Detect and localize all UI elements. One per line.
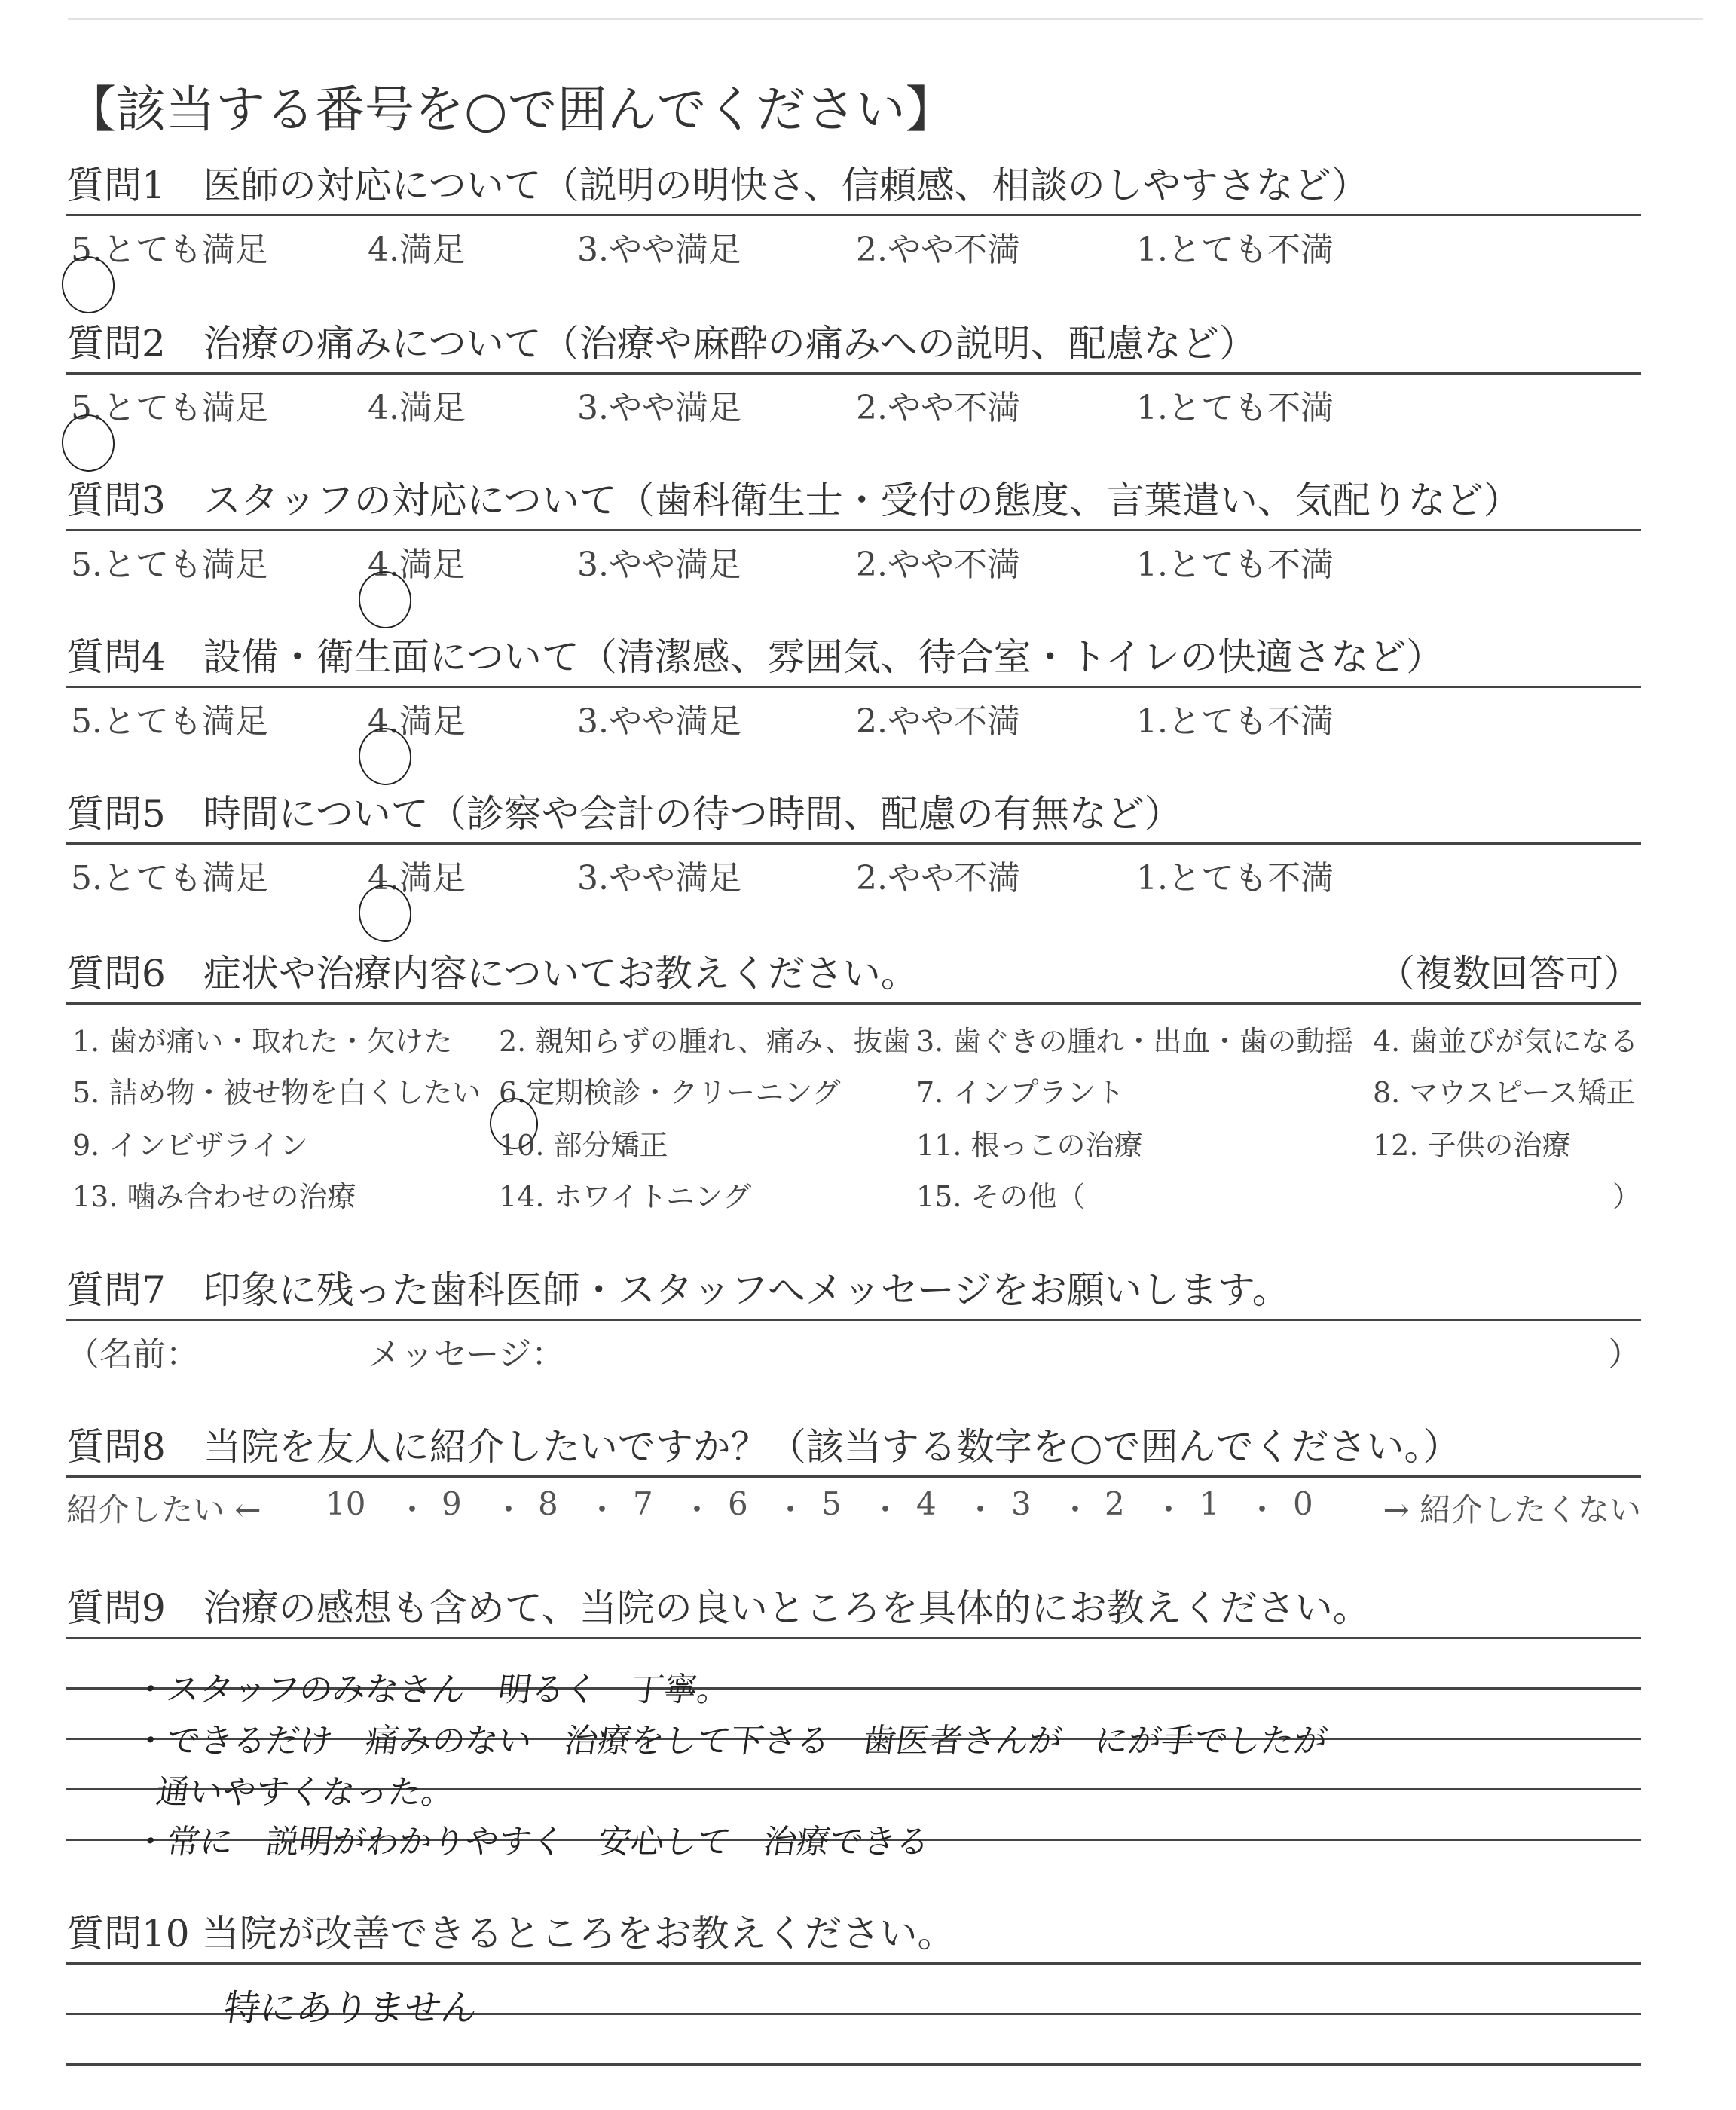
- question-9: [66, 1581, 1641, 1861]
- question-10: [66, 1907, 1641, 2066]
- handwritten-answer: 特にありません: [221, 1987, 481, 2029]
- question-2: [66, 316, 1641, 427]
- question-3-title: 質問3 スタッフの対応について（歯科衛生士・受付の態度、言葉遣い、気配りなど）: [66, 479, 1521, 522]
- question-1-options: [66, 216, 1641, 269]
- multiple-answers-note: （複数回答可）: [1377, 952, 1641, 995]
- option-5[interactable]: 5.とても満足: [71, 702, 268, 741]
- scale-dot: ・: [964, 1491, 997, 1528]
- scale-dot: ・: [1246, 1491, 1279, 1528]
- symptom-option[interactable]: 12. 子供の治療: [1373, 1129, 1571, 1162]
- question-8: [66, 1420, 1641, 1531]
- question-1: [66, 158, 1641, 269]
- option-5[interactable]: 5.とても満足: [71, 859, 268, 898]
- symptom-option-selected[interactable]: 6.定期検診・クリーニング: [499, 1069, 841, 1111]
- symptom-option[interactable]: 7. インプラント: [916, 1076, 1125, 1109]
- scale-value[interactable]: 3: [1011, 1485, 1032, 1522]
- question-6: [66, 946, 1641, 1223]
- survey-heading: 【該当する番号を○で囲んでください】: [66, 81, 955, 139]
- scale-dot: ・: [586, 1491, 619, 1528]
- option-5[interactable]: 5.とても満足: [71, 381, 268, 429]
- option-1[interactable]: 1.とても不満: [1136, 546, 1334, 584]
- recommend-scale: [66, 1478, 1641, 1531]
- scale-right-label: → 紹介したくない: [1383, 1491, 1641, 1528]
- symptom-option[interactable]: 10. 部分矯正: [499, 1129, 668, 1162]
- scale-dot: ・: [1059, 1491, 1092, 1528]
- symptom-option[interactable]: 8. マウスピース矯正: [1373, 1076, 1635, 1109]
- scale-left-label: 紹介したい ←: [66, 1491, 261, 1528]
- question-4: [66, 630, 1641, 741]
- other-close-paren: ）: [1612, 1180, 1641, 1213]
- scale-value[interactable]: 0: [1293, 1485, 1313, 1522]
- option-4[interactable]: 4.満足: [368, 537, 466, 586]
- option-5[interactable]: 5.とても満足: [71, 222, 268, 271]
- scale-value[interactable]: 5: [821, 1485, 842, 1522]
- question-4-options: [66, 688, 1641, 741]
- question-5-options: [66, 845, 1641, 898]
- scale-value[interactable]: 1: [1200, 1485, 1220, 1522]
- scale-dot: ・: [396, 1491, 429, 1528]
- handwritten-answer: ・できるだけ 痛みのない 治療をして下さる 歯医者さんが にが手でしたが: [130, 1722, 1330, 1760]
- scale-value[interactable]: 2: [1105, 1485, 1125, 1522]
- question-1-title: 質問1 医師の対応について（説明の明快さ、信頼感、相談のしやすさなど）: [66, 164, 1369, 207]
- scale-dot: ・: [775, 1491, 807, 1528]
- scale-dot: ・: [870, 1491, 902, 1528]
- question-7: [66, 1263, 1641, 1374]
- scale-value[interactable]: 4: [916, 1485, 937, 1522]
- option-3[interactable]: 3.やや満足: [577, 231, 741, 269]
- option-4[interactable]: 4.満足: [368, 389, 466, 427]
- question-8-title: 質問8 当院を友人に紹介したいですか？（該当する数字を○で囲んでください。）: [66, 1425, 1461, 1469]
- scan-edge-line: [68, 18, 1703, 20]
- message-close-paren: ）: [1608, 1335, 1641, 1374]
- question-9-title: 質問9 治療の感想も含めて、当院の良いところを具体的にお教えください。: [66, 1586, 1371, 1630]
- scale-value[interactable]: 8: [538, 1485, 558, 1522]
- symptom-option[interactable]: 4. 歯並びが気になる: [1373, 1025, 1639, 1058]
- symptom-option[interactable]: 5. 詰め物・被せ物を白くしたい: [72, 1076, 481, 1109]
- option-4[interactable]: 4.満足: [368, 694, 466, 742]
- option-2[interactable]: 2.やや不満: [856, 231, 1020, 269]
- handwritten-answer: ・スタッフのみなさん 明るく 丁寧。: [130, 1671, 733, 1709]
- option-3[interactable]: 3.やや満足: [577, 702, 741, 741]
- option-4[interactable]: 4.満足: [368, 231, 466, 269]
- answer-line: [66, 2063, 1641, 2066]
- option-3[interactable]: 3.やや満足: [577, 389, 741, 427]
- handwritten-answer: ・常に 説明がわかりやすく 安心して 治療できる: [130, 1823, 932, 1861]
- option-3[interactable]: 3.やや満足: [577, 546, 741, 584]
- option-2[interactable]: 2.やや不満: [856, 859, 1020, 898]
- divider: [66, 1637, 1641, 1639]
- scale-dot: ・: [681, 1491, 714, 1528]
- message-fields: [66, 1321, 1641, 1374]
- question-7-title: 質問7 印象に残った歯科医師・スタッフへメッセージをお願いします。: [66, 1268, 1290, 1312]
- symptom-option[interactable]: 14. ホワイトニング: [499, 1180, 752, 1213]
- question-2-options: [66, 375, 1641, 427]
- question-3-options: [66, 531, 1641, 584]
- message-label: メッセージ：: [368, 1335, 565, 1374]
- symptom-options: [66, 1005, 1641, 1223]
- symptom-option[interactable]: 9. インビザライン: [72, 1129, 309, 1162]
- scale-dot: ・: [1153, 1491, 1185, 1528]
- symptom-option-other[interactable]: 15. その他（: [916, 1180, 1086, 1213]
- scale-value[interactable]: 7: [633, 1485, 653, 1522]
- symptom-option[interactable]: 13. 噛み合わせの治療: [72, 1180, 356, 1213]
- scale-value[interactable]: 9: [442, 1485, 462, 1522]
- option-4[interactable]: 4.満足: [368, 851, 466, 899]
- divider: [66, 1962, 1641, 1965]
- option-2[interactable]: 2.やや不満: [856, 702, 1020, 741]
- option-2[interactable]: 2.やや不満: [856, 389, 1020, 427]
- question-5: [66, 787, 1641, 898]
- symptom-option[interactable]: 1. 歯が痛い・取れた・欠けた: [72, 1025, 453, 1058]
- scale-dot: ・: [493, 1491, 525, 1528]
- option-1[interactable]: 1.とても不満: [1136, 859, 1334, 898]
- symptom-option[interactable]: 11. 根っこの治療: [916, 1129, 1143, 1162]
- question-3: [66, 473, 1641, 584]
- question-4-title: 質問4 設備・衛生面について（清潔感、雰囲気、待合室・トイレの快適さなど）: [66, 635, 1444, 679]
- question-2-title: 質問2 治療の痛みについて（治療や麻酔の痛みへの説明、配慮など）: [66, 322, 1257, 365]
- option-1[interactable]: 1.とても不満: [1136, 702, 1334, 741]
- name-label: （名前：: [66, 1335, 199, 1374]
- handwritten-answer: 通いやすくなった。: [153, 1773, 457, 1812]
- option-3[interactable]: 3.やや満足: [577, 859, 741, 898]
- option-5[interactable]: 5.とても満足: [71, 546, 268, 584]
- symptom-option[interactable]: 3. 歯ぐきの腫れ・出血・歯の動揺: [916, 1025, 1354, 1058]
- option-2[interactable]: 2.やや不満: [856, 546, 1020, 584]
- symptom-option[interactable]: 2. 親知らずの腫れ、痛み、抜歯: [499, 1025, 911, 1058]
- scale-value[interactable]: 10: [326, 1485, 366, 1522]
- question-6-title: 質問6 症状や治療内容についてお教えください。 （複数回答可）: [66, 946, 1641, 1001]
- option-1[interactable]: 1.とても不満: [1136, 231, 1334, 269]
- scale-value[interactable]: 6: [728, 1485, 748, 1522]
- question-5-title: 質問5 時間について（診察や会計の待つ時間、配慮の有無など）: [66, 792, 1182, 836]
- question-10-title: 質問10 当院が改善できるところをお教えください。: [66, 1912, 955, 1956]
- option-1[interactable]: 1.とても不満: [1136, 389, 1334, 427]
